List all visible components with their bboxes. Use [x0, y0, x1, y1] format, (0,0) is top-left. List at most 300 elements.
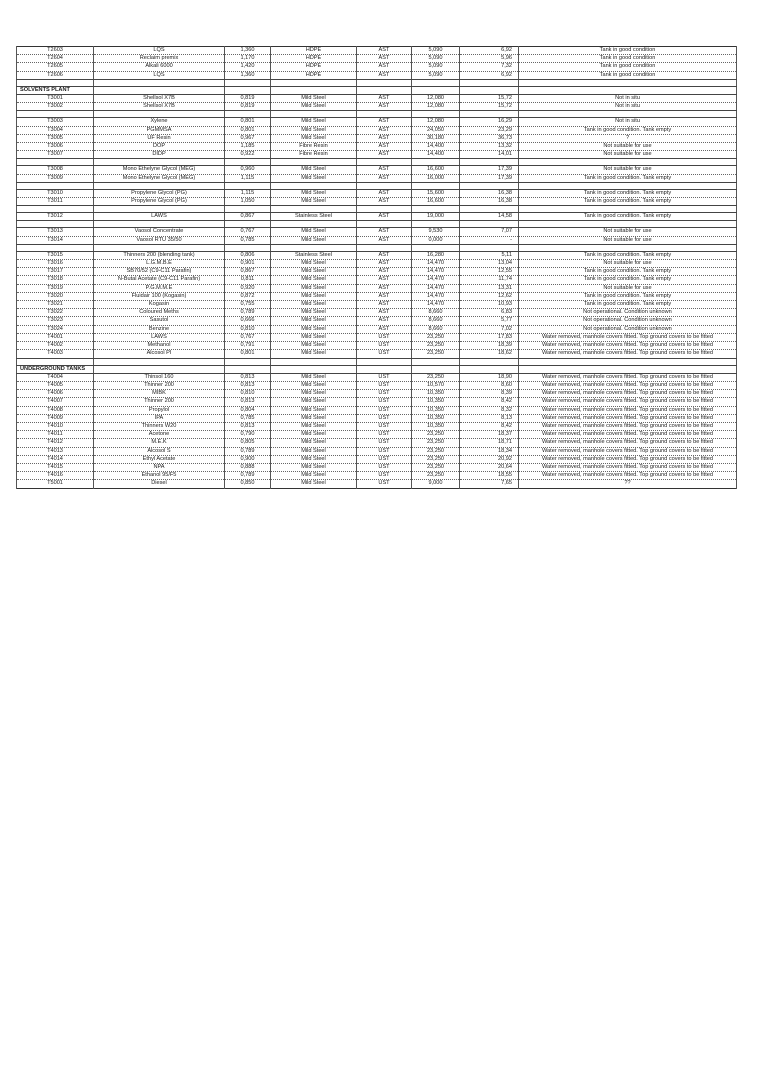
- cell-density: 0,922: [225, 151, 271, 159]
- blank-row: [17, 79, 737, 86]
- cell-capacity: 23,250: [412, 373, 460, 381]
- cell-tonnage: 36,73: [460, 134, 519, 142]
- cell-status: Water removed, manhole covers fitted. Top ground covers to be fitted: [519, 422, 737, 430]
- cell-density: 1,170: [225, 55, 271, 63]
- cell-material: Mild Steel: [271, 198, 357, 206]
- cell-status: Tank in good condition: [519, 63, 737, 71]
- table-row: [17, 406, 737, 414]
- cell-product: IPA: [94, 414, 225, 422]
- cell-density: 1,185: [225, 143, 271, 151]
- cell-density: 0,872: [225, 292, 271, 300]
- cell-tonnage: 17,83: [460, 333, 519, 341]
- cell-density: 1,420: [225, 63, 271, 71]
- cell-material: Mild Steel: [271, 422, 357, 430]
- cell-type: AST: [357, 189, 412, 197]
- table-row: [17, 95, 737, 103]
- table-row: [17, 276, 737, 284]
- cell-tank: T3016: [17, 260, 94, 268]
- cell-material: HDPE: [271, 47, 357, 55]
- cell-status: Tank in good condition. Tank empty: [519, 276, 737, 284]
- cell-tonnage: 12,62: [460, 292, 519, 300]
- cell-tonnage: 23,29: [460, 126, 519, 134]
- cell-material: Mild Steel: [271, 406, 357, 414]
- cell-type: AST: [357, 95, 412, 103]
- cell-tank: T3011: [17, 198, 94, 206]
- cell-capacity: 10,350: [412, 390, 460, 398]
- cell-capacity: 0,000: [412, 236, 460, 244]
- cell-product: PGMMSA: [94, 126, 225, 134]
- cell-status: Water removed, manhole covers fitted. Top ground covers to be fitted: [519, 381, 737, 389]
- cell-density: 0,867: [225, 268, 271, 276]
- cell-material: Fibre Resin: [271, 143, 357, 151]
- cell-product: LAWS: [94, 213, 225, 221]
- cell-product: Propylene Glycol (PG): [94, 189, 225, 197]
- cell-capacity: 23,250: [412, 472, 460, 480]
- cell-density: 0,850: [225, 480, 271, 488]
- cell-product: DOP: [94, 143, 225, 151]
- cell-product: Kogasin: [94, 301, 225, 309]
- table-row: [17, 236, 737, 244]
- cell-status: Water removed, manhole covers fitted. Top ground covers to be fitted: [519, 472, 737, 480]
- cell-tonnage: 7,32: [460, 63, 519, 71]
- cell-material: Mild Steel: [271, 463, 357, 471]
- cell-type: AST: [357, 301, 412, 309]
- cell-product: Thinsol 160: [94, 373, 225, 381]
- cell-material: Mild Steel: [271, 447, 357, 455]
- cell-tonnage: 18,62: [460, 350, 519, 358]
- cell-material: Mild Steel: [271, 228, 357, 236]
- cell-density: 0,767: [225, 333, 271, 341]
- cell-tonnage: 8,39: [460, 390, 519, 398]
- cell-capacity: 10,570: [412, 381, 460, 389]
- cell-capacity: 14,470: [412, 301, 460, 309]
- cell-density: 0,967: [225, 134, 271, 142]
- cell-tank: T2604: [17, 55, 94, 63]
- cell-density: 0,767: [225, 228, 271, 236]
- cell-status: Not suitable for use: [519, 260, 737, 268]
- blank-row: [17, 182, 737, 189]
- cell-density: 0,789: [225, 447, 271, 455]
- cell-material: Mild Steel: [271, 103, 357, 111]
- cell-status: Not suitable for use: [519, 151, 737, 159]
- cell-tank: T4015: [17, 463, 94, 471]
- cell-status: Tank in good condition. Tank empty: [519, 268, 737, 276]
- cell-density: 0,819: [225, 103, 271, 111]
- cell-type: AST: [357, 268, 412, 276]
- cell-tonnage: 13,31: [460, 284, 519, 292]
- cell-density: 0,804: [225, 406, 271, 414]
- cell-tank: T4012: [17, 439, 94, 447]
- cell-material: Mild Steel: [271, 118, 357, 126]
- cell-material: Mild Steel: [271, 414, 357, 422]
- cell-density: 1,115: [225, 189, 271, 197]
- cell-capacity: 23,250: [412, 455, 460, 463]
- cell-status: Not operational. Condition unknown: [519, 317, 737, 325]
- cell-density: 0,813: [225, 422, 271, 430]
- cell-tonnage: 18,55: [460, 472, 519, 480]
- cell-status: Water removed, manhole covers fitted. Top ground covers to be fitted: [519, 414, 737, 422]
- table-row: [17, 447, 737, 455]
- cell-material: Stainless Steel: [271, 251, 357, 259]
- cell-tank: T4010: [17, 422, 94, 430]
- cell-product: Alcosol PI: [94, 350, 225, 358]
- cell-density: 0,790: [225, 431, 271, 439]
- cell-capacity: 23,250: [412, 350, 460, 358]
- cell-type: AST: [357, 166, 412, 174]
- cell-type: UST: [357, 333, 412, 341]
- cell-status: Water removed, manhole covers fitted. Top ground covers to be fitted: [519, 439, 737, 447]
- table-row: [17, 398, 737, 406]
- cell-product: Vaosol Concentrate: [94, 228, 225, 236]
- cell-material: HDPE: [271, 55, 357, 63]
- table-row: [17, 228, 737, 236]
- cell-capacity: 9,000: [412, 480, 460, 488]
- cell-product: Propylene Glycol (PG): [94, 198, 225, 206]
- cell-tonnage: 12,55: [460, 268, 519, 276]
- cell-capacity: 14,400: [412, 151, 460, 159]
- table-row: [17, 151, 737, 159]
- table-row: [17, 55, 737, 63]
- cell-capacity: 14,470: [412, 276, 460, 284]
- cell-type: UST: [357, 439, 412, 447]
- cell-density: 0,813: [225, 381, 271, 389]
- cell-tonnage: 16,38: [460, 198, 519, 206]
- cell-capacity: 14,470: [412, 260, 460, 268]
- cell-status: ?: [519, 134, 737, 142]
- cell-tank: T3005: [17, 134, 94, 142]
- cell-tonnage: 15,72: [460, 103, 519, 111]
- section-header-row: [17, 365, 737, 373]
- cell-type: UST: [357, 431, 412, 439]
- cell-density: 0,819: [225, 95, 271, 103]
- cell-material: Mild Steel: [271, 236, 357, 244]
- table-row: [17, 134, 737, 142]
- cell-tank: T3023: [17, 317, 94, 325]
- cell-material: Mild Steel: [271, 95, 357, 103]
- cell-status: Not operational. Condition unknown: [519, 309, 737, 317]
- cell-type: AST: [357, 118, 412, 126]
- cell-capacity: 15,600: [412, 189, 460, 197]
- cell-tonnage: 18,90: [460, 373, 519, 381]
- cell-density: 0,867: [225, 213, 271, 221]
- cell-product: Xylene: [94, 118, 225, 126]
- cell-material: Mild Steel: [271, 325, 357, 333]
- cell-tank: T4007: [17, 398, 94, 406]
- cell-capacity: 5,090: [412, 47, 460, 55]
- cell-tank: T3024: [17, 325, 94, 333]
- cell-tank: T3022: [17, 309, 94, 317]
- cell-product: Shellsol X7B: [94, 103, 225, 111]
- table-row: [17, 381, 737, 389]
- cell-capacity: 16,000: [412, 174, 460, 182]
- cell-type: AST: [357, 55, 412, 63]
- cell-tonnage: 17,39: [460, 174, 519, 182]
- cell-type: UST: [357, 398, 412, 406]
- cell-status: Tank in good condition. Tank empty: [519, 301, 737, 309]
- cell-product: Reclaim premix: [94, 55, 225, 63]
- cell-tank: T4014: [17, 455, 94, 463]
- cell-product: Mono Ethelyne Glycol (MEG): [94, 166, 225, 174]
- cell-density: 0,789: [225, 309, 271, 317]
- cell-type: UST: [357, 381, 412, 389]
- cell-tonnage: 7,02: [460, 325, 519, 333]
- blank-row: [17, 111, 737, 118]
- cell-capacity: 10,350: [412, 422, 460, 430]
- cell-status: Not suitable for use: [519, 166, 737, 174]
- cell-tonnage: 6,92: [460, 71, 519, 79]
- table-row: [17, 292, 737, 300]
- cell-product: DIDP: [94, 151, 225, 159]
- tank-register-table: [16, 46, 737, 489]
- cell-status: Tank in good condition: [519, 47, 737, 55]
- cell-type: UST: [357, 422, 412, 430]
- cell-capacity: 23,250: [412, 333, 460, 341]
- cell-material: HDPE: [271, 63, 357, 71]
- table-row: [17, 373, 737, 381]
- cell-tank: T2606: [17, 71, 94, 79]
- cell-tank: T3008: [17, 166, 94, 174]
- cell-type: AST: [357, 71, 412, 79]
- cell-type: AST: [357, 325, 412, 333]
- cell-product: Thinner 200: [94, 381, 225, 389]
- blank-row: [17, 206, 737, 213]
- cell-capacity: 10,350: [412, 414, 460, 422]
- cell-capacity: 16,600: [412, 166, 460, 174]
- cell-status: Water removed, manhole covers fitted. Top ground covers to be fitted: [519, 398, 737, 406]
- cell-density: 1,360: [225, 71, 271, 79]
- cell-status: Tank in good condition. Tank empty: [519, 251, 737, 259]
- cell-tank: T3020: [17, 292, 94, 300]
- cell-type: UST: [357, 350, 412, 358]
- cell-product: Thinners W20: [94, 422, 225, 430]
- cell-type: AST: [357, 309, 412, 317]
- cell-tank: T3004: [17, 126, 94, 134]
- table-row: [17, 284, 737, 292]
- cell-status: Tank in good condition. Tank empty: [519, 292, 737, 300]
- cell-type: UST: [357, 447, 412, 455]
- cell-status: Not suitable for use: [519, 228, 737, 236]
- cell-tonnage: 13,04: [460, 260, 519, 268]
- blank-row: [17, 244, 737, 251]
- cell-tonnage: 18,39: [460, 342, 519, 350]
- cell-product: MIBK: [94, 390, 225, 398]
- cell-type: UST: [357, 455, 412, 463]
- cell-status: Water removed, manhole covers fitted. Top ground covers to be fitted: [519, 350, 737, 358]
- cell-product: SB70/52 (C9-C11 Parafin): [94, 268, 225, 276]
- cell-product: Vaosol RTU 35/50: [94, 236, 225, 244]
- cell-density: 0,785: [225, 236, 271, 244]
- table-row: [17, 333, 737, 341]
- cell-product: Diesel: [94, 480, 225, 488]
- cell-product: Shellsol X7B: [94, 95, 225, 103]
- tank-register-sheet: [16, 46, 737, 489]
- cell-tonnage: 5,77: [460, 317, 519, 325]
- cell-tank: T3014: [17, 236, 94, 244]
- cell-product: Fluidair 100 (Kogasin): [94, 292, 225, 300]
- table-row: [17, 143, 737, 151]
- table-row: [17, 268, 737, 276]
- cell-tank: T2605: [17, 63, 94, 71]
- cell-capacity: 23,250: [412, 447, 460, 455]
- cell-material: Mild Steel: [271, 431, 357, 439]
- cell-density: 0,801: [225, 126, 271, 134]
- cell-status: Water removed, manhole covers fitted. Top ground covers to be fitted: [519, 333, 737, 341]
- section-title: SOLVENTS PLANT: [17, 86, 94, 94]
- cell-capacity: 14,470: [412, 284, 460, 292]
- cell-capacity: 23,250: [412, 342, 460, 350]
- cell-status: Tank in good condition. Tank empty: [519, 198, 737, 206]
- cell-type: AST: [357, 251, 412, 259]
- cell-product: M.E.K: [94, 439, 225, 447]
- cell-density: 0,810: [225, 325, 271, 333]
- cell-tank: T4006: [17, 390, 94, 398]
- cell-density: 0,900: [225, 455, 271, 463]
- cell-type: UST: [357, 342, 412, 350]
- cell-material: Mild Steel: [271, 174, 357, 182]
- cell-tonnage: 8,32: [460, 406, 519, 414]
- cell-product: Ethanol 95/F5: [94, 472, 225, 480]
- table-row: [17, 390, 737, 398]
- cell-type: AST: [357, 260, 412, 268]
- cell-product: Benzine: [94, 325, 225, 333]
- cell-product: L.G.M.B.E: [94, 260, 225, 268]
- cell-tank: T4001: [17, 333, 94, 341]
- cell-material: Mild Steel: [271, 472, 357, 480]
- cell-tank: T4016: [17, 472, 94, 480]
- table-row: [17, 118, 737, 126]
- table-body: [17, 47, 737, 489]
- table-row: [17, 260, 737, 268]
- table-row: [17, 414, 737, 422]
- cell-tonnage: 8,13: [460, 414, 519, 422]
- table-row: [17, 342, 737, 350]
- cell-type: AST: [357, 151, 412, 159]
- cell-type: AST: [357, 198, 412, 206]
- cell-type: UST: [357, 480, 412, 488]
- cell-status: Not suitable for use: [519, 284, 737, 292]
- cell-material: Mild Steel: [271, 480, 357, 488]
- cell-tonnage: 14,01: [460, 151, 519, 159]
- cell-tank: T3017: [17, 268, 94, 276]
- cell-capacity: 23,250: [412, 463, 460, 471]
- cell-product: LQS: [94, 71, 225, 79]
- cell-capacity: 14,400: [412, 143, 460, 151]
- cell-status: Tank in good condition. Tank empty: [519, 174, 737, 182]
- cell-tonnage: 17,39: [460, 166, 519, 174]
- cell-tonnage: 5,11: [460, 251, 519, 259]
- cell-material: Mild Steel: [271, 455, 357, 463]
- cell-status: Tank in good condition: [519, 71, 737, 79]
- cell-capacity: 23,250: [412, 439, 460, 447]
- cell-material: Mild Steel: [271, 292, 357, 300]
- cell-density: 0,813: [225, 398, 271, 406]
- cell-tonnage: -: [460, 236, 519, 244]
- cell-capacity: 9,530: [412, 228, 460, 236]
- table-row: [17, 213, 737, 221]
- cell-type: AST: [357, 292, 412, 300]
- cell-status: Not in situ: [519, 118, 737, 126]
- cell-tonnage: 6,92: [460, 47, 519, 55]
- cell-density: 0,801: [225, 350, 271, 358]
- cell-material: Mild Steel: [271, 398, 357, 406]
- cell-product: Acetone: [94, 431, 225, 439]
- table-row: [17, 103, 737, 111]
- table-row: [17, 439, 737, 447]
- cell-tonnage: 16,38: [460, 189, 519, 197]
- cell-density: 0,811: [225, 276, 271, 284]
- cell-status: Tank in good condition. Tank empty: [519, 189, 737, 197]
- cell-type: AST: [357, 174, 412, 182]
- cell-tonnage: 7,65: [460, 480, 519, 488]
- cell-type: AST: [357, 134, 412, 142]
- cell-material: Mild Steel: [271, 309, 357, 317]
- cell-material: Mild Steel: [271, 390, 357, 398]
- cell-product: P.G.M.M.E: [94, 284, 225, 292]
- cell-capacity: 5,090: [412, 63, 460, 71]
- cell-type: AST: [357, 236, 412, 244]
- cell-tank: T3002: [17, 103, 94, 111]
- table-row: [17, 301, 737, 309]
- cell-material: HDPE: [271, 71, 357, 79]
- cell-tank: T3012: [17, 213, 94, 221]
- cell-tank: T4011: [17, 431, 94, 439]
- cell-material: Mild Steel: [271, 333, 357, 341]
- cell-material: Mild Steel: [271, 317, 357, 325]
- cell-type: UST: [357, 390, 412, 398]
- table-row: [17, 317, 737, 325]
- cell-density: 0,755: [225, 301, 271, 309]
- cell-tank: T3006: [17, 143, 94, 151]
- cell-product: Sasutol: [94, 317, 225, 325]
- cell-material: Mild Steel: [271, 166, 357, 174]
- cell-density: 0,801: [225, 118, 271, 126]
- cell-tank: T2603: [17, 47, 94, 55]
- cell-product: Mono Ethelyne Glycol (MEG): [94, 174, 225, 182]
- cell-capacity: 5,090: [412, 71, 460, 79]
- cell-tank: T4013: [17, 447, 94, 455]
- cell-density: 1,115: [225, 174, 271, 182]
- cell-status: ??: [519, 480, 737, 488]
- table-row: [17, 47, 737, 55]
- cell-type: AST: [357, 228, 412, 236]
- cell-capacity: 12,080: [412, 95, 460, 103]
- cell-type: UST: [357, 414, 412, 422]
- cell-tonnage: 20,64: [460, 463, 519, 471]
- cell-tank: T3009: [17, 174, 94, 182]
- cell-product: LAWS: [94, 333, 225, 341]
- cell-type: AST: [357, 47, 412, 55]
- table-row: [17, 431, 737, 439]
- cell-tonnage: 10,93: [460, 301, 519, 309]
- cell-status: Water removed, manhole covers fitted. Top ground covers to be fitted: [519, 342, 737, 350]
- cell-product: Alcosol S: [94, 447, 225, 455]
- cell-product: NPA: [94, 463, 225, 471]
- cell-tonnage: 20,92: [460, 455, 519, 463]
- cell-tank: T3021: [17, 301, 94, 309]
- cell-status: Tank in good condition. Tank empty: [519, 213, 737, 221]
- cell-type: AST: [357, 63, 412, 71]
- cell-tonnage: 8,42: [460, 422, 519, 430]
- cell-tonnage: 8,60: [460, 381, 519, 389]
- cell-status: Not suitable for use: [519, 143, 737, 151]
- cell-material: Mild Steel: [271, 439, 357, 447]
- cell-tonnage: 14,58: [460, 213, 519, 221]
- cell-status: Tank in good condition. Tank empty: [519, 126, 737, 134]
- cell-product: Thinner 200: [94, 398, 225, 406]
- table-row: [17, 126, 737, 134]
- cell-status: Water removed, manhole covers fitted. Top ground covers to be fitted: [519, 455, 737, 463]
- cell-capacity: 16,600: [412, 198, 460, 206]
